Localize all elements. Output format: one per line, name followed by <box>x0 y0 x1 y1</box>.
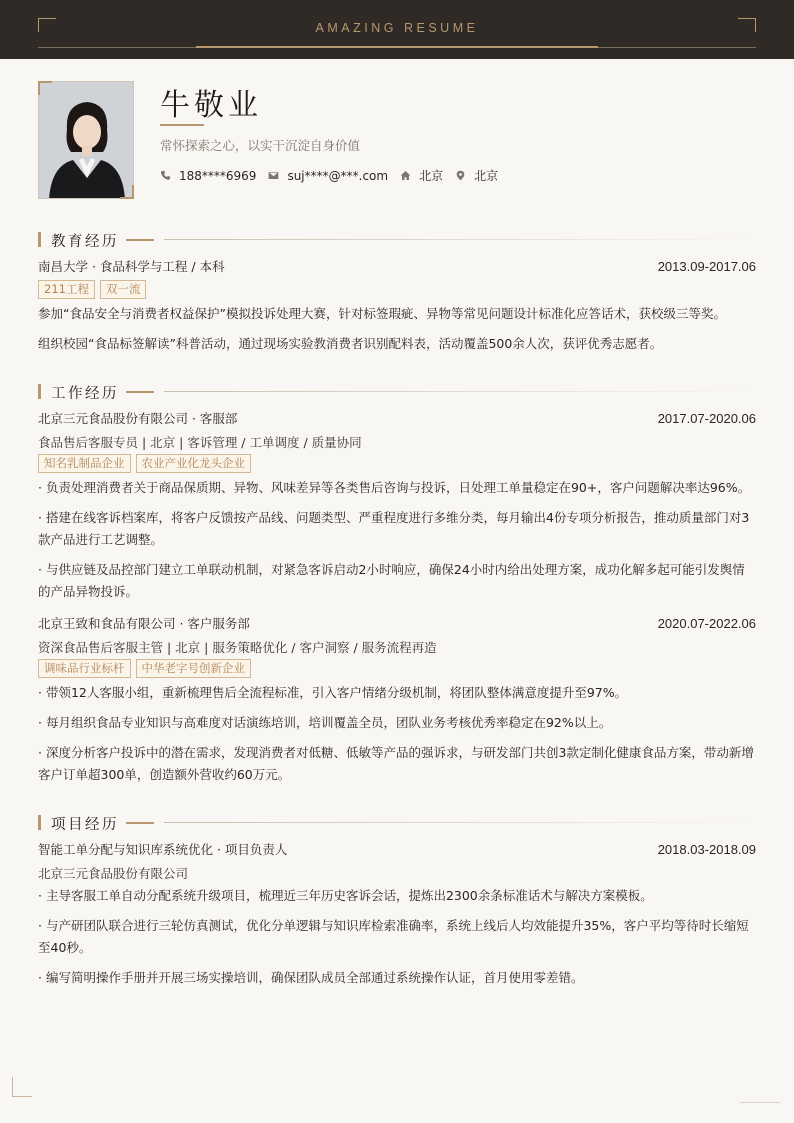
job-item: · 负责处理消费者关于商品保质期、异物、风味差异等各类售后咨询与投诉，日处理工单量稳定在90+，客户问题解决率达96%。 <box>38 480 751 495</box>
candidate-motto: 常怀探索之心，以实干沉淀自身价值 <box>160 138 361 153</box>
tag: 211工程 <box>38 280 95 299</box>
project-item: · 与产研团队联合进行三轮仿真测试，优化分单逻辑与知识库检索准确率，系统上线后人均效能提升35%，客户平均等待时长缩短至40秒。 <box>38 918 749 955</box>
section-marker <box>38 815 41 830</box>
photo-corner-bottom-right <box>120 185 134 199</box>
footer-line <box>740 1102 780 1103</box>
section-dash <box>126 239 154 241</box>
job-date: 2020.07-2022.06 <box>657 616 756 631</box>
job-entry <box>38 616 756 632</box>
education-entry <box>38 259 756 275</box>
education-school: 南昌大学 · 食品科学与工程 / 本科 <box>38 259 225 274</box>
contact-hometown <box>400 167 443 184</box>
job-tags <box>38 659 256 678</box>
mail-icon <box>268 170 279 181</box>
section-marker <box>38 232 41 247</box>
section-marker <box>38 384 41 399</box>
job-item: · 带领12人客服小组，重新梳理售后全流程标准，引入客户情绪分级机制，将团队整体满意度提升至97%。 <box>38 685 628 700</box>
home-icon <box>400 170 411 181</box>
section-project <box>38 814 756 832</box>
project-item: · 主导客服工单自动分配系统升级项目，梳理近三年历史客诉会话，提炼出2300余条标准话术与解决方案模板。 <box>38 888 653 903</box>
section-education <box>38 231 756 249</box>
section-dash <box>126 391 154 393</box>
tag: 双一流 <box>100 280 147 299</box>
candidate-name: 牛敬业 <box>160 88 262 123</box>
hometown-text: 北京 <box>419 169 444 183</box>
job-item: · 与供应链及品控部门建立工单联动机制，对紧急客诉启动2小时响应，确保24小时内给出处理方案，成功化解多起可能引发舆情的产品异物投诉。 <box>38 562 745 599</box>
project-item: · 编写简明操作手册并开展三场实操培训，确保团队成员全部通过系统操作认证，首月使用零差错。 <box>38 970 584 985</box>
name-underline <box>160 124 204 126</box>
section-rule <box>164 822 756 823</box>
section-title: 工作经历 <box>51 386 119 402</box>
phone-text: 188****6969 <box>179 168 257 183</box>
section-dash <box>126 822 154 824</box>
project-org: 北京三元食品股份有限公司 <box>38 866 189 881</box>
header-title: AMAZING RESUME <box>315 21 479 35</box>
phone-icon <box>160 170 171 181</box>
education-item: 组织校园“食品标签解读”科普活动，通过现场实验教消费者识别配料表，活动覆盖500余人次，获评优秀志愿者。 <box>38 336 663 351</box>
job-item: · 搭建在线客诉档案库，将客户反馈按产品线、问题类型、严重程度进行多维分类，每月输出4份专项分析报告，推动质量部门对3款产品进行工艺调整。 <box>38 510 750 547</box>
header-divider-accent <box>196 46 598 48</box>
section-work <box>38 383 756 401</box>
job-tags <box>38 454 256 473</box>
tag: 调味品行业标杆 <box>38 659 131 678</box>
education-tags <box>38 280 151 299</box>
job-item: · 深度分析客户投诉中的潜在需求，发现消费者对低糖、低敏等产品的强诉求，与研发部门共创3款定制化健康食品方案，带动新增客户订单超300单，创造额外营收约60万元。 <box>38 745 754 782</box>
section-title: 教育经历 <box>51 234 119 250</box>
job-role: 资深食品售后客服主管 | 北京 | 服务策略优化 / 客户洞察 / 服务流程再造 <box>38 640 437 655</box>
job-role: 食品售后客服专员 | 北京 | 客诉管理 / 工单调度 / 质量协同 <box>38 435 362 450</box>
location-pin-icon <box>455 170 466 181</box>
photo-corner-top-left <box>38 81 52 95</box>
project-date: 2018.03-2018.09 <box>657 842 756 857</box>
tag: 知名乳制品企业 <box>38 454 131 473</box>
contact-info <box>160 167 510 184</box>
education-item: 参加“食品安全与消费者权益保护”模拟投诉处理大赛，针对标签瑕疵、异物等常见问题设计标准化应答话术，获校级三等奖。 <box>38 306 726 321</box>
footer-corner <box>12 1077 32 1097</box>
section-title: 项目经历 <box>51 817 119 833</box>
job-item: · 每月组织食品专业知识与高难度对话演练培训，培训覆盖全员，团队业务考核优秀率稳定在92%以上。 <box>38 715 612 730</box>
project-entry <box>38 842 756 858</box>
job-entry <box>38 411 756 427</box>
email-text: suj****@***.com <box>287 168 389 183</box>
job-company: 北京三元食品股份有限公司 · 客服部 <box>38 411 238 426</box>
location-text: 北京 <box>474 169 499 183</box>
contact-phone <box>160 169 256 183</box>
project-name: 智能工单分配与知识库系统优化 · 项目负责人 <box>38 842 288 857</box>
contact-email <box>268 169 388 183</box>
tag: 农业产业化龙头企业 <box>136 454 252 473</box>
tag: 中华老字号创新企业 <box>136 659 252 678</box>
job-date: 2017.07-2020.06 <box>657 411 756 426</box>
section-rule <box>164 391 756 392</box>
profile-photo <box>38 81 134 199</box>
contact-location <box>455 167 498 184</box>
education-date: 2013.09-2017.06 <box>657 259 756 274</box>
portrait-image <box>39 82 134 199</box>
job-company: 北京王致和食品有限公司 · 客户服务部 <box>38 616 250 631</box>
section-rule <box>164 239 756 240</box>
